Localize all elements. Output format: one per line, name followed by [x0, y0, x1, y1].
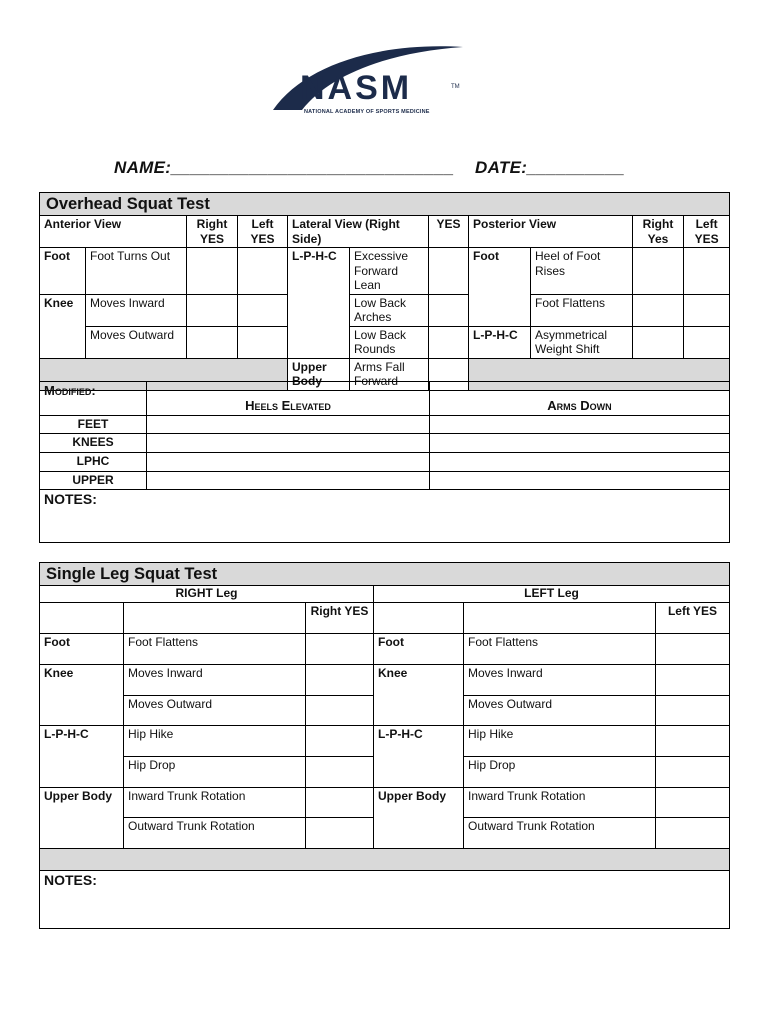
left-outward-trunk-rotation-check[interactable] [656, 818, 730, 849]
excessive-forward-lean-check[interactable] [429, 248, 469, 295]
modified-label: Modified: [40, 382, 147, 416]
left-yes-header: Left YES [656, 603, 730, 634]
logo-trademark: TM [451, 84, 460, 90]
left-foot-label: Foot [374, 634, 464, 665]
right-lphc-label: L-P-H-C [40, 726, 124, 788]
lateral-lphc-label: L-P-H-C [288, 248, 350, 359]
right-foot-label: Foot [40, 634, 124, 665]
right-moves-outward-check[interactable] [306, 696, 374, 726]
left-knee-label: Knee [374, 665, 464, 726]
left-blank-header [464, 603, 656, 634]
ohs-title: Overhead Squat Test [40, 193, 730, 216]
right-hip-hike-check[interactable] [306, 726, 374, 757]
heel-rises-right-check[interactable] [633, 248, 684, 295]
lateral-yes-header: YES [429, 216, 469, 248]
left-moves-inward-check[interactable] [656, 665, 730, 696]
arms-fall-forward-label: Arms Fall Forward [350, 358, 429, 390]
left-inward-trunk-rotation-check[interactable] [656, 788, 730, 818]
right-outward-trunk-rotation-check[interactable] [306, 818, 374, 849]
overhead-squat-table [39, 192, 730, 391]
upper-arms-down-cell[interactable] [430, 472, 730, 490]
excessive-forward-lean-label: Excessive Forward Lean [350, 248, 429, 295]
arms-down-header: Arms Down [430, 382, 730, 416]
posterior-lphc-label: L-P-H-C [469, 326, 531, 358]
knees-heels-elevated-cell[interactable] [147, 434, 430, 453]
moves-inward-left-check[interactable] [238, 294, 288, 326]
right-blank-header [124, 603, 306, 634]
feet-arms-down-cell[interactable] [430, 416, 730, 434]
heels-elevated-header: Heels Elevated [147, 382, 430, 416]
right-moves-outward-label: Moves Outward [124, 696, 306, 726]
heel-rises-left-check[interactable] [684, 248, 730, 295]
right-foot-flattens-label: Foot Flattens [124, 634, 306, 665]
anterior-foot-label: Foot [40, 248, 86, 295]
posterior-view-header: Posterior View [469, 216, 633, 248]
single-leg-squat-table [39, 562, 730, 929]
asym-weight-shift-left-check[interactable] [684, 326, 730, 358]
right-foot-flattens-check[interactable] [306, 634, 374, 665]
anterior-right-yes-header: Right YES [187, 216, 238, 248]
left-hip-drop-label: Hip Drop [464, 757, 656, 788]
knees-arms-down-cell[interactable] [430, 434, 730, 453]
left-lphc-label: L-P-H-C [374, 726, 464, 788]
posterior-left-yes-header: Left YES [684, 216, 730, 248]
left-outward-trunk-rotation-label: Outward Trunk Rotation [464, 818, 656, 849]
right-upper-body-label: Upper Body [40, 788, 124, 849]
right-inward-trunk-rotation-check[interactable] [306, 788, 374, 818]
feet-heels-elevated-cell[interactable] [147, 416, 430, 434]
foot-turns-out-label: Foot Turns Out [86, 248, 187, 295]
posterior-foot-label: Foot [469, 248, 531, 327]
right-yes-header: Right YES [306, 603, 374, 634]
asym-weight-shift-label: Asymmetrical Weight Shift [531, 326, 633, 358]
lateral-view-header: Lateral View (Right Side) [288, 216, 429, 248]
date-field[interactable]: DATE:__________ [475, 158, 625, 177]
modified-table [39, 381, 730, 543]
moves-inward-right-check[interactable] [187, 294, 238, 326]
moves-outward-right-check[interactable] [187, 326, 238, 358]
right-hip-hike-label: Hip Hike [124, 726, 306, 757]
right-leg-header: RIGHT Leg [40, 586, 374, 603]
modified-row-label: LPHC [40, 453, 147, 472]
modified-row-label: KNEES [40, 434, 147, 453]
foot-turns-out-left-check[interactable] [238, 248, 288, 295]
lphc-heels-elevated-cell[interactable] [147, 453, 430, 472]
left-hip-drop-check[interactable] [656, 757, 730, 788]
right-blank-header [40, 603, 124, 634]
left-inward-trunk-rotation-label: Inward Trunk Rotation [464, 788, 656, 818]
heel-rises-label: Heel of Foot Rises [531, 248, 633, 295]
upper-body-label: Upper Body [288, 358, 350, 390]
modified-row-label: UPPER [40, 472, 147, 490]
foot-turns-out-right-check[interactable] [187, 248, 238, 295]
sls-title: Single Leg Squat Test [40, 563, 730, 586]
upper-heels-elevated-cell[interactable] [147, 472, 430, 490]
anterior-knee-spacer [40, 326, 86, 358]
right-hip-drop-label: Hip Drop [124, 757, 306, 788]
left-moves-outward-check[interactable] [656, 696, 730, 726]
left-hip-hike-check[interactable] [656, 726, 730, 757]
foot-flattens-right-check[interactable] [633, 294, 684, 326]
foot-flattens-label: Foot Flattens [531, 294, 633, 326]
moves-outward-left-check[interactable] [238, 326, 288, 358]
left-leg-header: LEFT Leg [374, 586, 730, 603]
right-moves-inward-label: Moves Inward [124, 665, 306, 696]
left-moves-inward-label: Moves Inward [464, 665, 656, 696]
right-moves-inward-check[interactable] [306, 665, 374, 696]
left-blank-header [374, 603, 464, 634]
anterior-knee-label: Knee [40, 294, 86, 326]
foot-flattens-left-check[interactable] [684, 294, 730, 326]
right-knee-label: Knee [40, 665, 124, 726]
left-hip-hike-label: Hip Hike [464, 726, 656, 757]
modified-row-label: FEET [40, 416, 147, 434]
moves-inward-label: Moves Inward [86, 294, 187, 326]
posterior-right-yes-header: Right Yes [633, 216, 684, 248]
right-outward-trunk-rotation-label: Outward Trunk Rotation [124, 818, 306, 849]
anterior-view-header: Anterior View [40, 216, 187, 248]
nasm-logo [270, 44, 465, 119]
lphc-arms-down-cell[interactable] [430, 453, 730, 472]
moves-outward-label: Moves Outward [86, 326, 187, 358]
logo-wordmark: NASM [300, 69, 413, 107]
ohs-notes-area[interactable] [40, 490, 730, 543]
low-back-arches-check[interactable] [429, 294, 469, 326]
low-back-arches-label: Low Back Arches [350, 294, 429, 326]
sls-notes-area[interactable] [40, 871, 730, 929]
anterior-left-yes-header: Left YES [238, 216, 288, 248]
sls-notes-label: NOTES: [44, 872, 97, 888]
left-foot-flattens-label: Foot Flattens [464, 634, 656, 665]
sls-shaded-row [40, 849, 730, 871]
ohs-notes-label: NOTES: [44, 491, 97, 507]
low-back-rounds-label: Low Back Rounds [350, 326, 429, 358]
left-foot-flattens-check[interactable] [656, 634, 730, 665]
right-hip-drop-check[interactable] [306, 757, 374, 788]
low-back-rounds-check[interactable] [429, 326, 469, 358]
name-field[interactable]: NAME:_____________________________ [114, 158, 455, 177]
logo-subtitle: NATIONAL ACADEMY OF SPORTS MEDICINE [304, 109, 430, 115]
left-moves-outward-label: Moves Outward [464, 696, 656, 726]
right-inward-trunk-rotation-label: Inward Trunk Rotation [124, 788, 306, 818]
asym-weight-shift-right-check[interactable] [633, 326, 684, 358]
left-upper-body-label: Upper Body [374, 788, 464, 849]
